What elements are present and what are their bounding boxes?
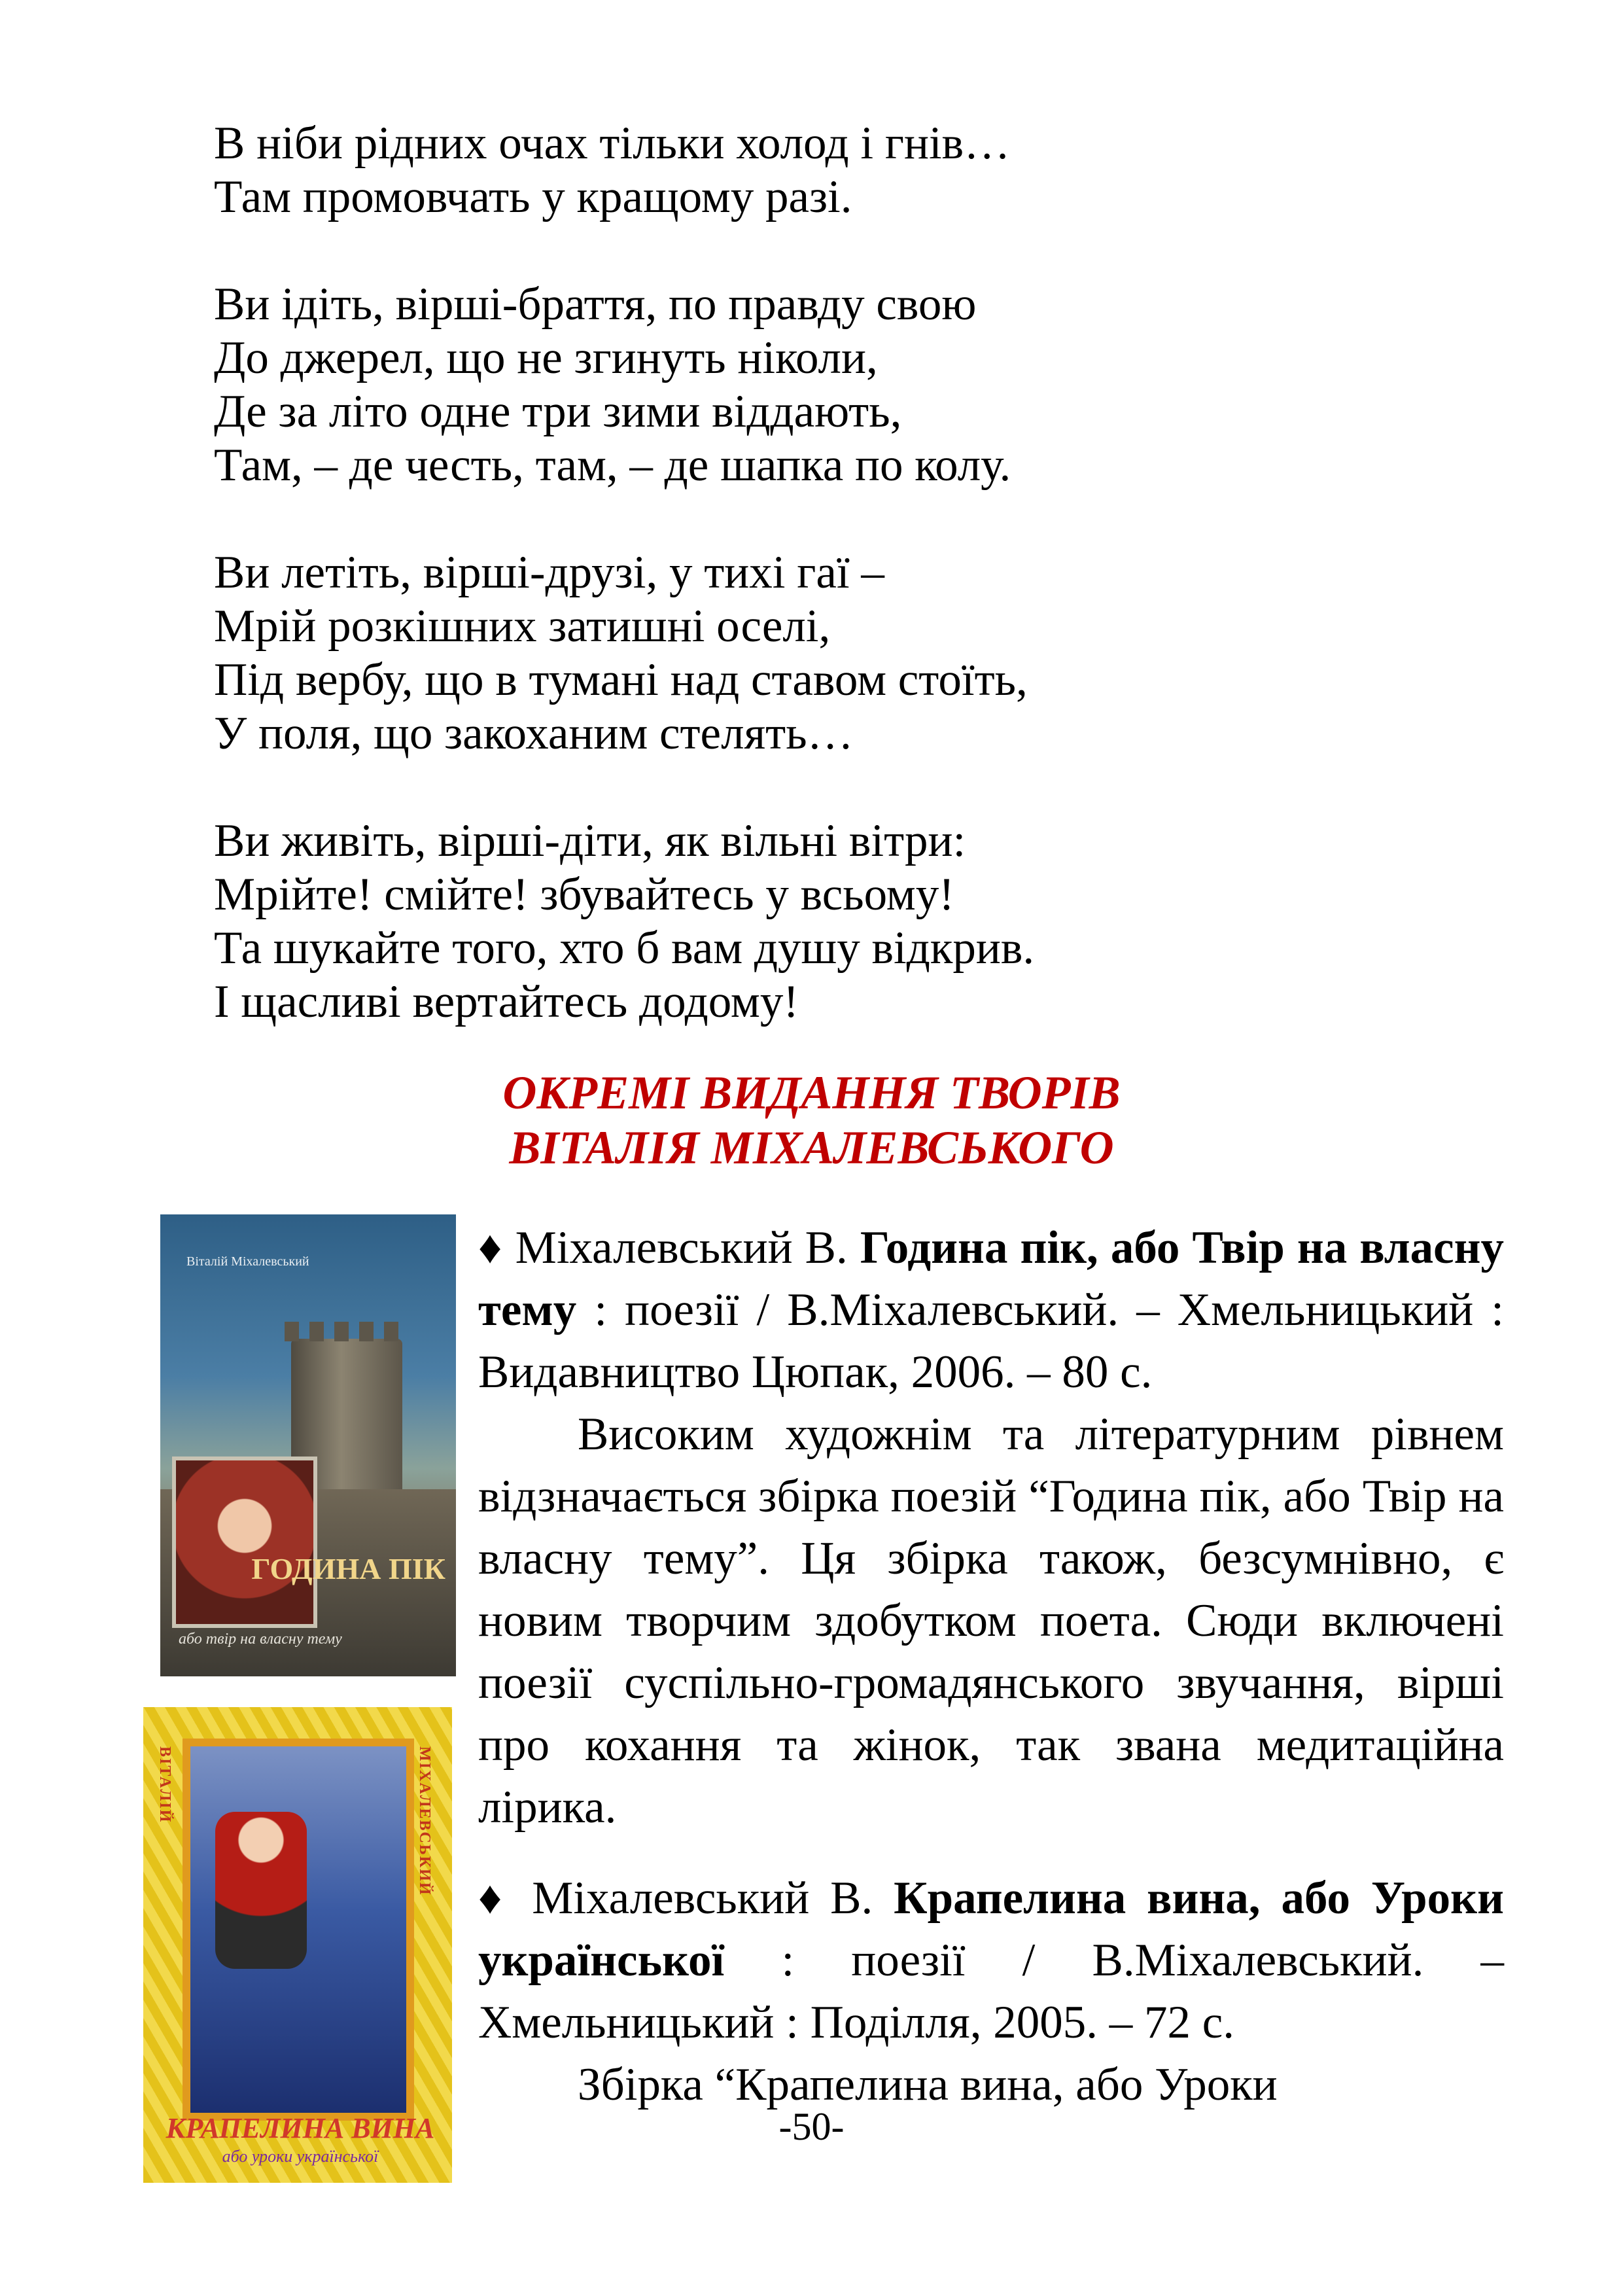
- diamond-bullet-icon: ♦: [478, 1873, 512, 1924]
- entry-imprint: : поезії / В.Міхалевський. – Хмельницький : Поділля, 2005. – 72 с.: [478, 1935, 1505, 2048]
- cover-title: ГОДИНА ПІК: [251, 1552, 445, 1585]
- poem-line: До джерел, що не згинуть ніколи,: [214, 332, 878, 383]
- cover-author: Віталій Міхалевський: [186, 1254, 309, 1269]
- poem-line: В ніби рідних очах тільки холод і гнів…: [214, 118, 1011, 169]
- cover-author-vertical: МІХАЛЕВСЬКИЙ: [416, 1746, 433, 1896]
- entry-title: Крапелина вина, або Уроки української: [478, 1873, 1504, 1986]
- poem-line: Мрійте! смійте! збувайтесь у всьому!: [214, 869, 954, 920]
- section-heading-line: ВІТАЛІЯ МІХАЛЕВСЬКОГО: [509, 1122, 1114, 1174]
- entry-imprint: : поезії / В.Міхалевський. – Хмельницький : Видавництво Цюпак, 2006. – 80 с.: [478, 1284, 1505, 1398]
- poem-line: І щасливі вертайтесь додому!: [214, 976, 799, 1027]
- poem: [214, 116, 1130, 1029]
- poem-stanza: [214, 116, 1130, 224]
- entry-citation: [478, 1217, 1504, 1404]
- entry-citation: [478, 1867, 1504, 2054]
- cover-author-vertical: ВІТАЛІЙ: [156, 1746, 173, 1824]
- poem-line: Мрій розкішних затишні оселі,: [214, 601, 831, 652]
- section-heading-line: ОКРЕМІ ВИДАННЯ ТВОРІВ: [502, 1067, 1121, 1119]
- cover-subtitle: або твір на власну тему: [179, 1631, 342, 1648]
- diamond-bullet-icon: ♦: [478, 1222, 503, 1273]
- author-photo: [215, 1812, 307, 1969]
- section-heading: [0, 1065, 1623, 1175]
- poem-line: Де за літо одне три зими віддають,: [214, 386, 902, 437]
- cover-subtitle: або уроки української: [222, 2147, 379, 2166]
- poem-line: Та шукайте того, хто б вам душу відкрив.: [214, 923, 1035, 974]
- entry-author: Міхалевський В.: [515, 1222, 848, 1273]
- poem-line: Там, – де честь, там, – де шапка по колу.: [214, 440, 1011, 491]
- cover-title: КРАПЕЛИНА ВИНА: [166, 2112, 435, 2144]
- entry-annotation: Збірка “Крапелина вина, або Уроки: [578, 2059, 1278, 2110]
- poem-stanza: [214, 277, 1130, 492]
- poem-line: Під вербу, що в тумані над ставом стоїть,: [214, 654, 1028, 705]
- poem-line: Ви ідіть, вірші-браття, по правду свою: [214, 279, 977, 330]
- bibliography-entry: [478, 1867, 1504, 2116]
- poem-stanza: [214, 814, 1130, 1029]
- poem-stanza: [214, 546, 1130, 760]
- bibliography-entry: [478, 1217, 1504, 1839]
- poem-line: Ви живіть, вірші-діти, як вільні вітри:: [214, 815, 966, 866]
- author-photo: [172, 1457, 317, 1628]
- page-number: -50-: [778, 2105, 845, 2148]
- entry-annotation: Високим художнім та літературним рівнем відзначається збірка поезій “Година пік, або Твір на власну тему”. Ця збірка також, безсумнівно, є новим творчим здобутком поета. Сюди включені поезії суспільно-громадянського звучання, вірші про кохання та жінок, так звана медитаційна лірика.: [478, 1409, 1504, 1833]
- entry-author: Міхалевський В.: [532, 1873, 873, 1924]
- poem-line: Там промовчать у кращому разі.: [214, 171, 852, 222]
- poem-line: Ви летіть, вірші-друзі, у тихі гаї –: [214, 547, 884, 598]
- book-cover-hodyna-pik: [160, 1214, 456, 1676]
- entry-title: Година пік, або Твір на власну тему: [478, 1222, 1505, 1335]
- poem-line: У поля, що закоханим стелять…: [214, 708, 854, 759]
